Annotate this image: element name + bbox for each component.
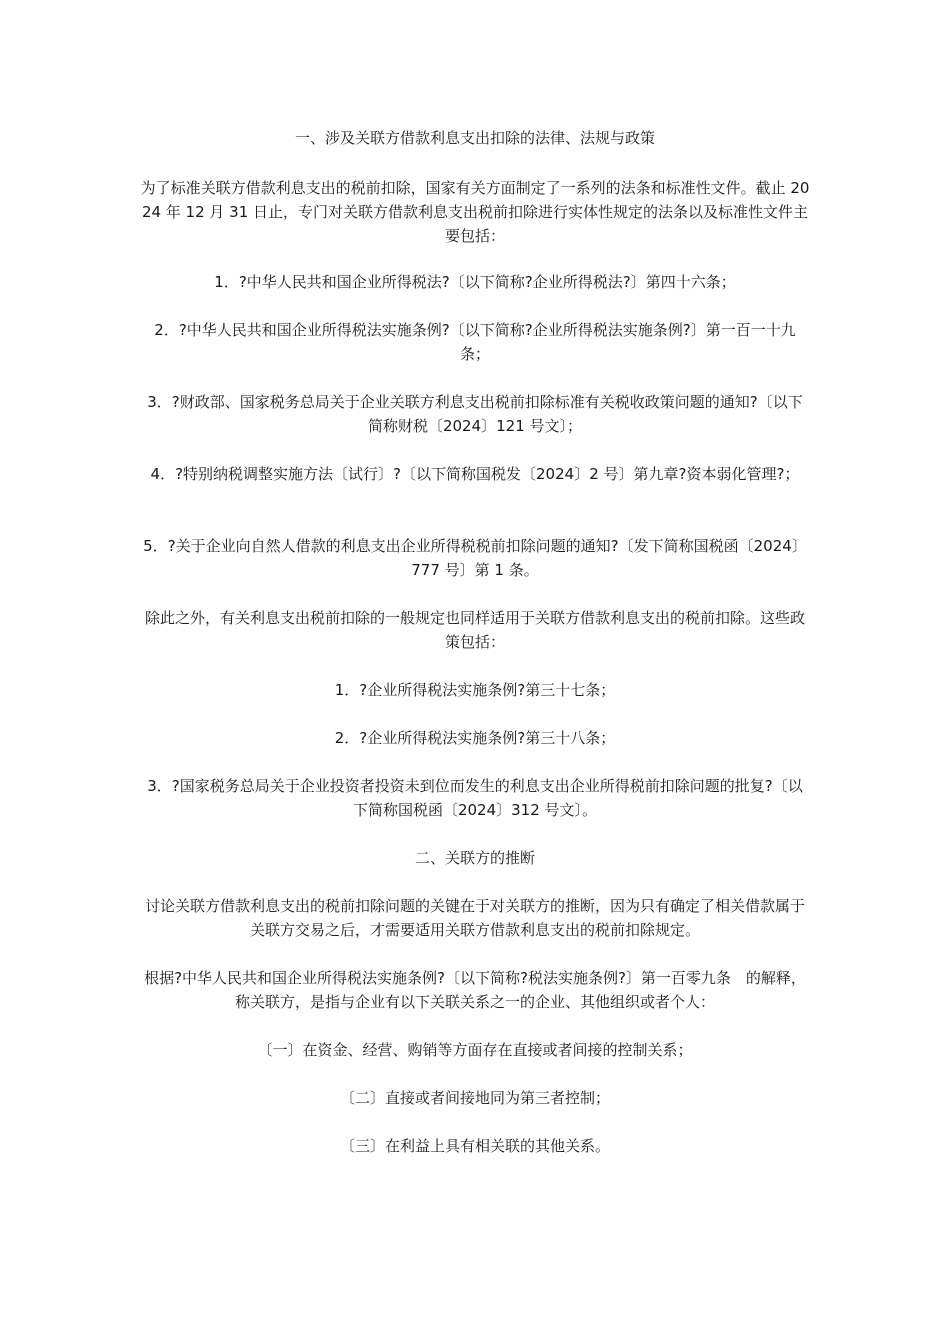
relation-item-1: 〔一〕在资金、经营、购销等方面存在直接或者间接的控制关系； bbox=[257, 1041, 693, 1059]
relation-item-2: 〔二〕直接或者间接地同为第三者控制； bbox=[339, 1089, 610, 1107]
section-2-title: 二、关联方的推断 bbox=[414, 849, 535, 867]
general-rule-3: 3．?国家税务总局关于企业投资者投资未到位而发生的利息支出企业所得税前扣除问题的批复?〔以下简称国税函〔2024〕312 号文〕。 bbox=[147, 777, 803, 819]
law-item-2: 2．?中华人民共和国企业所得税法实施条例?〔以下简称?企业所得税法实施条例?〕第一百一十九条； bbox=[154, 321, 796, 363]
section-1-title: 一、涉及关联方借款利息支出扣除的法律、法规与政策 bbox=[294, 129, 655, 147]
law-item-4: 4．?特别纳税调整实施方法〔试行〕?〔以下简称国税发〔2024〕2 号〕第九章?资本弱化管理?； bbox=[150, 465, 800, 483]
law-item-1: 1．?中华人民共和国企业所得税法?〔以下简称?企业所得税法?〕第四十六条； bbox=[214, 273, 736, 291]
law-item-3: 3．?财政部、国家税务总局关于企业关联方利息支出税前扣除标准有关税收政策问题的通知?〔以下简称财税〔2024〕121 号文〕； bbox=[147, 393, 803, 435]
general-rule-1: 1．?企业所得税法实施条例?第三十七条； bbox=[334, 681, 616, 699]
discussion-paragraph: 讨论关联方借款利息支出的税前扣除问题的关键在于对关联方的推断，因为只有确定了相关借款属于关联方交易之后，才需要适用关联方借款利息支出的税前扣除规定。 bbox=[144, 897, 805, 939]
law-item-5: 5．?关于企业向自然人借款的利息支出企业所得税税前扣除问题的通知?〔发下简称国税函〔2024〕777 号〕第 1 条。 bbox=[143, 537, 807, 579]
intro-paragraph: 为了标准关联方借款利息支出的税前扣除，国家有关方面制定了一系列的法条和标准性文件。截止 2024 年 12 月 31 日止，专门对关联方借款利息支出税前扣除进行实体性规定的法条以及标准性文件主要包括： bbox=[140, 179, 810, 245]
relation-item-3: 〔三〕在利益上具有相关联的其他关系。 bbox=[339, 1137, 610, 1155]
general-rule-2: 2．?企业所得税法实施条例?第三十八条； bbox=[334, 729, 616, 747]
general-paragraph: 除此之外，有关利息支出税前扣除的一般规定也同样适用于关联方借款利息支出的税前扣除。这些政策包括： bbox=[144, 609, 805, 651]
definition-paragraph: 根据?中华人民共和国企业所得税法实施条例?〔以下简称?税法实施条例?〕第一百零九条 的解释，称关联方，是指与企业有以下关联关系之一的企业、其他组织或者个人： bbox=[144, 969, 806, 1011]
